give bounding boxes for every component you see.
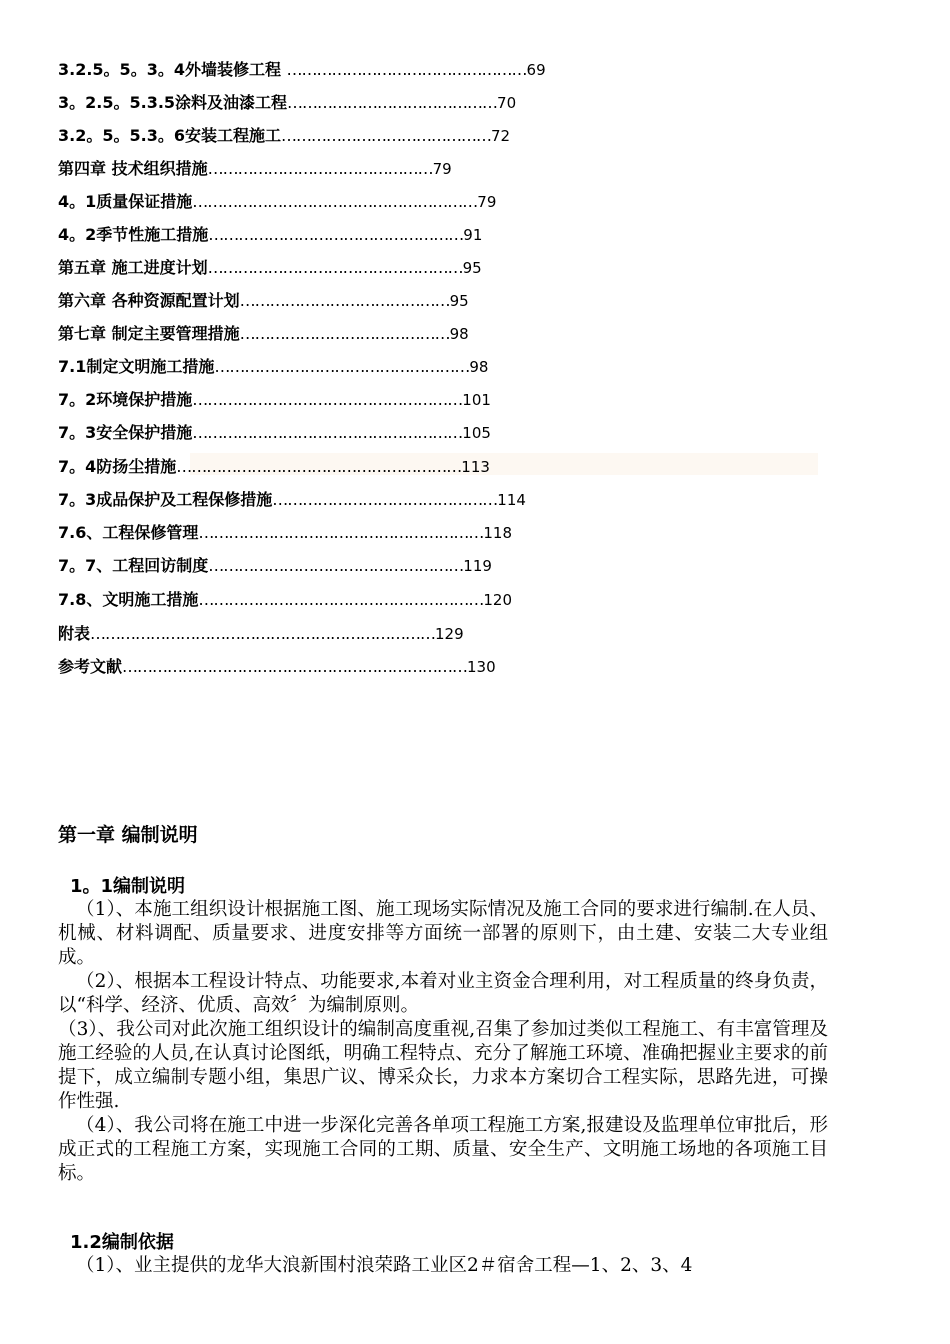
toc-entry-label: 第六章 各种资源配置计划: [58, 291, 240, 310]
toc-leader-dots: ……………………………………………: [207, 258, 463, 277]
toc-page-number: 98: [469, 358, 489, 376]
toc-page-number: 119: [463, 557, 492, 575]
toc-leader-dots: ………………………………………………: [192, 423, 463, 442]
toc-entry[interactable]: [58, 357, 488, 377]
toc-entry[interactable]: [58, 159, 452, 179]
toc-entry[interactable]: [58, 523, 512, 543]
toc-entry-label: 附表: [58, 624, 91, 643]
section-title-1-1: 1。1编制说明: [70, 876, 186, 897]
toc-entry-label: 7。2环境保护措施: [58, 390, 193, 409]
toc-entry-label: 参考文献: [58, 657, 123, 676]
toc-page-number: 101: [462, 391, 491, 409]
toc-leader-dots: ………………………………………: [207, 159, 433, 178]
toc-entry[interactable]: [58, 126, 510, 146]
toc-entry[interactable]: [58, 590, 512, 610]
toc-leader-dots: ……………………………………………: [214, 357, 470, 376]
paragraph: （2）、根据本工程设计特点、功能要求,本着对业主资金合理利用，对工程质量的终身负责，以“科学、经济、优质、高效〞为编制原则。: [58, 971, 828, 1016]
toc-entry[interactable]: [58, 624, 464, 644]
toc-leader-dots: ……………………………………………: [208, 225, 464, 244]
toc-leader-dots: ……………………………………: [239, 324, 450, 343]
toc-page-number: 98: [449, 325, 469, 343]
toc-page-number: 79: [477, 193, 497, 211]
toc-entry[interactable]: [58, 423, 491, 443]
toc-page-number: 120: [483, 591, 512, 609]
toc-entry[interactable]: [58, 192, 496, 212]
toc-entry-label: 第五章 施工进度计划: [58, 258, 208, 277]
toc-entry-label: 3。2.5。5.3.5涂料及油漆工程: [58, 93, 288, 112]
toc-entry-label: 7.1制定文明施工措施: [58, 357, 215, 376]
toc-entry[interactable]: [58, 324, 469, 344]
section-title-1-2: 1.2编制依据: [70, 1232, 174, 1253]
toc-entry-label: 第四章 技术组织措施: [58, 159, 208, 178]
toc-page-number: 118: [483, 524, 512, 542]
toc-page-number: 129: [435, 625, 464, 643]
toc-entry[interactable]: [58, 225, 482, 245]
toc-leader-dots: ……………………………………: [239, 291, 450, 310]
toc-page-number: 70: [497, 94, 517, 112]
toc-page-number: 95: [462, 259, 482, 277]
toc-leader-dots: ………………………………………: [272, 490, 498, 509]
toc-entry-label: 4。2季节性施工措施: [58, 225, 209, 244]
toc-entry-label: 7.6、工程保修管理: [58, 523, 199, 542]
toc-entry[interactable]: [58, 390, 491, 410]
toc-leader-dots: ……………………………………………………………: [90, 624, 436, 643]
toc-leader-dots: ……………………………………………: [208, 556, 464, 575]
toc-page-number: 114: [497, 491, 526, 509]
toc-entry[interactable]: [58, 60, 546, 80]
toc-leader-dots: ……………………………………………………………: [122, 657, 468, 676]
toc-leader-dots: ……………………………………: [287, 93, 498, 112]
toc-page-number: 95: [449, 292, 469, 310]
toc-page-number: 79: [432, 160, 452, 178]
toc-page-number: 130: [467, 658, 496, 676]
toc-entry-label: 7.8、文明施工措施: [58, 590, 199, 609]
toc-page-number: 105: [462, 424, 491, 442]
toc-leader-dots: ……………………………………: [280, 126, 491, 145]
toc-entry[interactable]: [58, 657, 496, 677]
toc-page-number: 69: [526, 61, 546, 79]
paragraph: （4）、我公司将在施工中进一步深化完善各单项工程施工方案,报建设及监理单位审批后，形成正式的工程施工方案，实现施工合同的工期、质量、安全生产、文明施工场地的各项施工目标。: [58, 1115, 828, 1184]
toc-page-number: 91: [463, 226, 483, 244]
toc-page-number: 113: [461, 458, 490, 476]
toc-entry-label: 7。4防扬尘措施: [58, 457, 177, 476]
paragraph: （1）、本施工组织设计根据施工图、施工现场实际情况及施工合同的要求进行编制.在人员、机械、材料调配、质量要求、进度安排等方面统一部署的原则下，由土建、安装二大专业组成。: [58, 899, 828, 968]
toc-entry-label: 第七章 制定主要管理措施: [58, 324, 240, 343]
toc-entry[interactable]: [58, 490, 526, 510]
paragraph: （1）、业主提供的龙华大浪新围村浪荣路工业区2＃宿舍工程—1、2、3、4: [76, 1255, 693, 1276]
toc-entry[interactable]: [58, 457, 490, 477]
toc-entry-label: 7。7、工程回访制度: [58, 556, 209, 575]
toc-leader-dots: …………………………………………………: [198, 590, 484, 609]
toc-leader-dots: …………………………………………………: [192, 192, 478, 211]
toc-entry[interactable]: [58, 93, 516, 113]
toc-leader-dots: …………………………………………………: [176, 457, 462, 476]
toc-entry[interactable]: [58, 258, 482, 278]
toc-entry-label: 7。3成品保护及工程保修措施: [58, 490, 273, 509]
chapter-title: 第一章 编制说明: [58, 824, 198, 846]
toc-leader-dots: …………………………………………: [286, 60, 527, 79]
toc-entry-label: 3.2。5。5.3。6安装工程施工: [58, 126, 281, 145]
toc-page-number: 72: [490, 127, 511, 145]
toc-entry[interactable]: [58, 556, 492, 576]
paragraph: （3）、我公司对此次施工组织设计的编制高度重视,召集了参加过类似工程施工、有丰富管理及施工经验的人员,在认真讨论图纸，明确工程特点、充分了解施工环境、准确把握业主要求的前提下，成立编制专题小组，集思广议、博采众长，力求本方案切合工程实际，思路先进，可操作性强.: [58, 1019, 828, 1112]
toc-entry[interactable]: [58, 291, 469, 311]
toc-leader-dots: …………………………………………………: [198, 523, 484, 542]
toc-entry-label: 7。3安全保护措施: [58, 423, 193, 442]
toc-entry-label: 3.2.5。5。3。4外墙装修工程: [58, 60, 287, 79]
toc-leader-dots: ………………………………………………: [192, 390, 463, 409]
toc-entry-label: 4。1质量保证措施: [58, 192, 193, 211]
